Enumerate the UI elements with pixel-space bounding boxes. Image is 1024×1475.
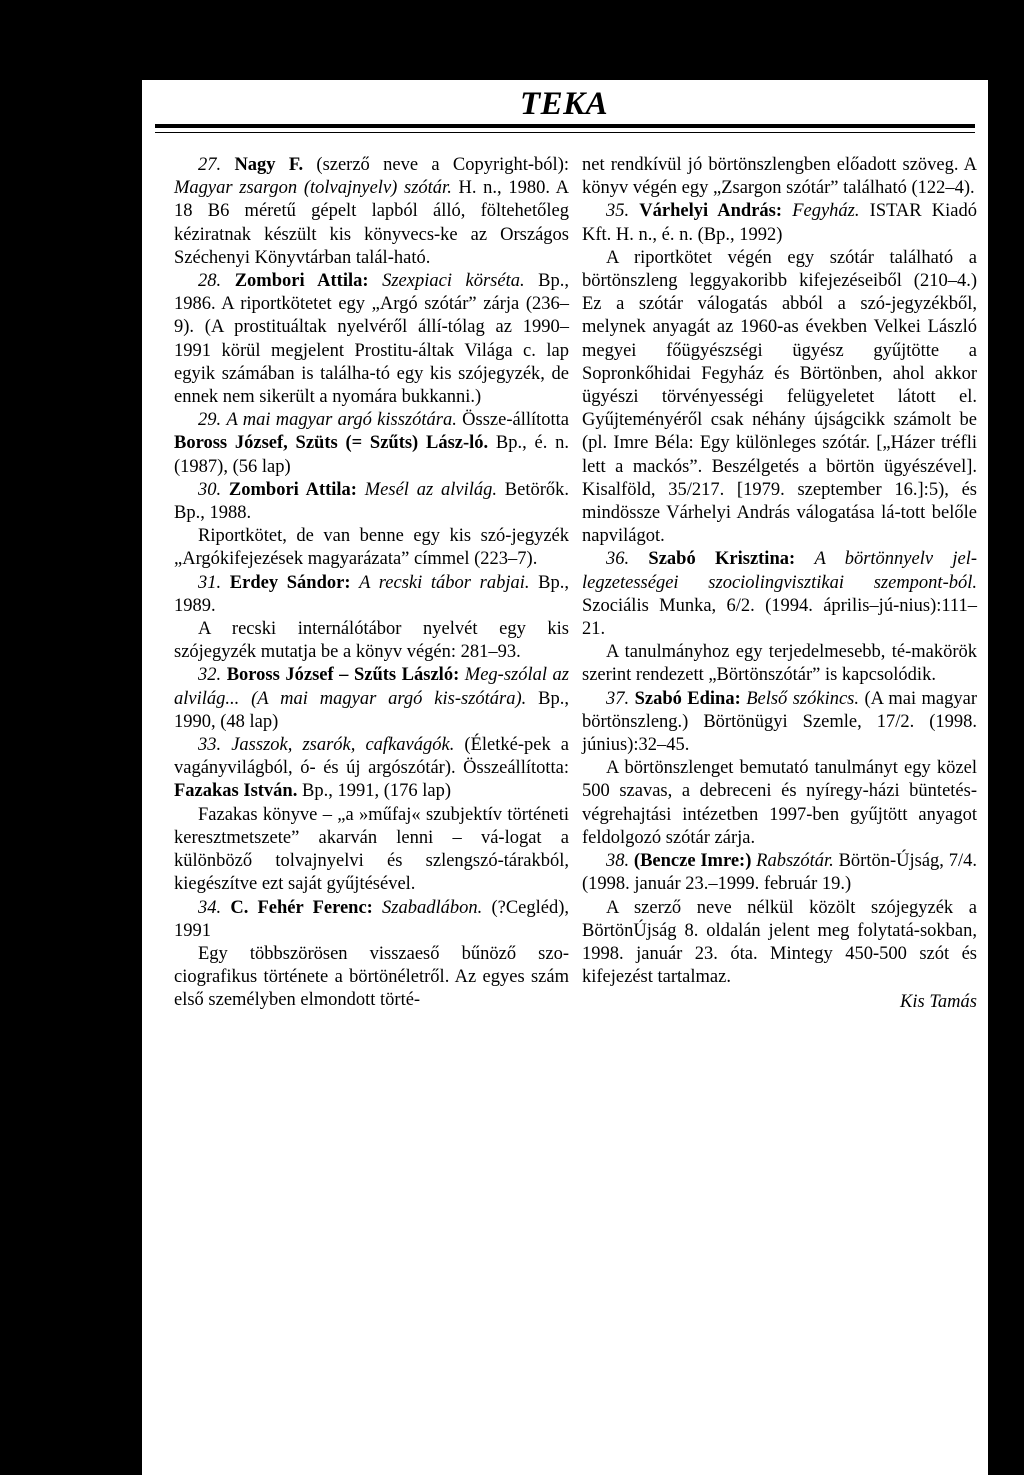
entry-details: Bp., é. n. (1987), (56 lap)	[174, 433, 570, 477]
annotation-paragraph	[582, 757, 977, 850]
bibliography-entry	[174, 409, 569, 479]
entry-number: 38.	[606, 851, 630, 872]
entry-details: ISTAR Kiadó Kft. H. n., é. n. (Bp., 1992)	[582, 201, 977, 245]
entry-title: A börtönnyelv jel-legzetességei szociolingvisztikai szempont-ból.	[582, 549, 978, 593]
annotation-paragraph	[582, 897, 977, 990]
entry-details: Betörők. Bp., 1988.	[174, 479, 570, 524]
entry-author: Zombori Attila:	[228, 479, 357, 500]
entry-details: (?Cegléd), 1991	[174, 897, 570, 941]
paragraph-text: net rendkívül jó börtönszlengben előadott szöveg. A könyv végén egy „Zsargon szótár” található (122–4).	[582, 155, 977, 199]
entry-details: Bp., 1990, (48 lap)	[174, 688, 569, 732]
annotation-paragraph	[174, 943, 569, 1013]
entry-number: 33.	[198, 735, 222, 756]
entry-title: Jasszok, zsarók, cafkavágók.	[231, 735, 455, 756]
bibliography-entry	[582, 548, 977, 641]
entry-author: Erdey Sándor:	[229, 572, 351, 593]
entry-title: Rabszótár.	[756, 851, 834, 872]
entry-author: Boross József, Szüts (= Szűts) Lász-ló.	[174, 433, 489, 454]
entry-title: A recski tábor rabjai.	[359, 572, 530, 593]
entry-details: (A mai magyar börtönszleng.) Börtönügyi Szemle, 17/2. (1998. június):32–45.	[582, 688, 978, 756]
bibliography-entry	[174, 479, 569, 525]
annotation-paragraph	[582, 641, 977, 687]
annotation-paragraph	[174, 804, 569, 897]
entry-author: Nagy F.	[234, 155, 304, 175]
entry-details: Bp., 1986. A riportkötetet egy „Argó szótár” zárja (236–9). (A prostituáltak nyelvéről állí-tólag az 1990–1991 körül megjelent Prostitu-áltak Világa c. lap egyik számában is találha-tó egy kis szójegyzék, de ennek nem sikerült a nyomára bukkanni.)	[174, 271, 570, 408]
entry-title: A mai magyar argó kisszótára.	[226, 410, 457, 431]
entry-author: Zombori Attila:	[234, 271, 369, 292]
entry-title: Mesél az alvilág.	[364, 479, 497, 500]
bibliography-entry	[174, 664, 569, 734]
entry-number: 28.	[198, 271, 222, 292]
bibliography-entry	[582, 850, 977, 896]
entry-number: 27.	[198, 155, 222, 175]
entry-number: 32.	[198, 665, 222, 686]
paragraph-text: A börtönszlenget bemutató tanulmányt egy közel 500 szavas, a debreceni és nyíregy-házi büntetés-végrehajtási intézetben 1997-ben gyűjtött anyagot feldolgozó szótár zárja.	[582, 758, 977, 848]
paragraph-text: Fazakas könyve – „a »műfaj« szubjektív történeti keresztmetszete” akarván lenni – vá-logat a különböző tolvajnyelvi és szlengszó-tárakból, kiegészítve ezt saját gyűjtésével.	[174, 804, 569, 895]
header-rule-thin	[155, 132, 975, 133]
header-rule-thick	[155, 124, 975, 128]
paragraph-text: A riportkötet végén egy szótár található a börtönszleng leggyakoribb kifejezéseiből (210–4.) Ez a szótár válogatás abból a szó-jegyzékből, melynek anyagát az 1960-as években Velkei László megyei főügyészségi ügyész gyűjtötte a Sopronkőhidai Fegyház és Börtönben, ahol akkor ügyészi törvényességi felügyeletet látott el. Gyűjteményéről csak néhány újságcikk számolt be (pl. Imre Béla: Egy különleges szótár. [„Házer tréfli lett a mackós”. Beszélgetés a börtön ügyészével]. Kisalföld, 35/217. [1979. szeptember 16.]:5), és mindössze Várhelyi András válogatása lá-tott belőle napvilágot.	[582, 247, 977, 547]
paragraph-text: A szerző neve nélkül közölt szójegyzék a BörtönÚjság 8. oldalán jelent meg folytatá-sokban, 1998. január 23. óta. Mintegy 450-500 szót és kifejezést tartalmaz.	[582, 897, 977, 988]
entry-title: Belső szókincs.	[746, 688, 860, 709]
entry-author: Boross József – Szűts László:	[226, 665, 460, 686]
author-signature: Kis Tamás	[900, 992, 977, 1013]
bibliography-entry	[174, 734, 569, 804]
bibliography-entry	[582, 688, 977, 758]
entry-title: Meg-szólal az alvilág... (A mai magyar argó kis-szótára).	[174, 665, 570, 709]
entry-title: Szexpiaci körséta.	[382, 271, 525, 292]
entry-author: Fazakas István.	[174, 781, 298, 802]
entry-number: 31.	[198, 572, 222, 593]
annotation-paragraph	[582, 247, 977, 549]
entry-author: Várhelyi András:	[639, 201, 783, 222]
paragraph-text: A tanulmányhoz egy terjedelmesebb, té-makörök szerint rendezett „Börtönszótár” is kapcsolódik.	[582, 642, 977, 686]
entry-number: 34.	[198, 897, 222, 918]
continued-paragraph	[582, 154, 977, 200]
bibliography-entry	[174, 897, 569, 943]
entry-number: 35.	[606, 201, 630, 222]
paragraph-text: A recski internálótábor nyelvét egy kis szójegyzék mutatja be a könyv végén: 281–93.	[174, 619, 569, 663]
entry-note: Össze-állította	[456, 410, 570, 431]
entry-details: Bp., 1991, (176 lap)	[297, 781, 451, 802]
right-column	[582, 154, 977, 1015]
bibliography-entry	[174, 572, 569, 618]
entry-details: Szociális Munka, 6/2. (1994. április–jú-nius):111–21.	[582, 595, 977, 640]
entry-note: (szerző neve a Copyright-ból):	[303, 155, 570, 175]
entry-author: Szabó Krisztina:	[648, 549, 796, 570]
left-column	[174, 154, 569, 1013]
paragraph-text: Riportkötet, de van benne egy kis szó-jegyzék „Argókifejezések magyarázata” címmel (223–7).	[174, 526, 569, 570]
bibliography-entry	[174, 270, 569, 409]
entry-number: 37.	[606, 688, 630, 709]
entry-title: Fegyház.	[792, 201, 860, 222]
journal-section-title: TEKA	[520, 86, 609, 122]
entry-number: 29.	[198, 410, 222, 431]
entry-title: Szabadlábon.	[382, 897, 483, 918]
entry-details: Bp., 1989.	[174, 572, 569, 616]
entry-title: Magyar zsargon (tolvajnyelv) szótár.	[174, 178, 452, 199]
entry-details: H. n., 1980. A 18 B6 méretű gépelt lapból álló, föltehetőleg kéziratnak készült kis könyvecs-ke az Országos Széchenyi Könyvtárban talál-ható.	[174, 178, 570, 268]
entry-author: C. Fehér Ferenc:	[230, 897, 373, 918]
entry-note: (Életké-pek a vagányvilágból, ó- és új argószótár). Összeállította:	[174, 735, 569, 779]
bibliography-entry	[582, 200, 977, 246]
bibliography-entry	[174, 154, 569, 270]
paragraph-text: Egy többszörösen visszaeső bűnöző szo-ciografikus története a börtönéletről. Az egyes szám első személyben elmondott törté-	[174, 943, 569, 1011]
annotation-paragraph	[174, 525, 569, 571]
entry-number: 30.	[198, 479, 222, 500]
entry-details: Börtön-Újság, 7/4. (1998. január 23.–1999. február 19.)	[582, 851, 977, 895]
entry-author: (Bencze Imre:)	[633, 851, 752, 872]
entry-author: Szabó Edina:	[634, 688, 741, 709]
entry-number: 36.	[606, 549, 630, 570]
annotation-paragraph	[174, 618, 569, 664]
